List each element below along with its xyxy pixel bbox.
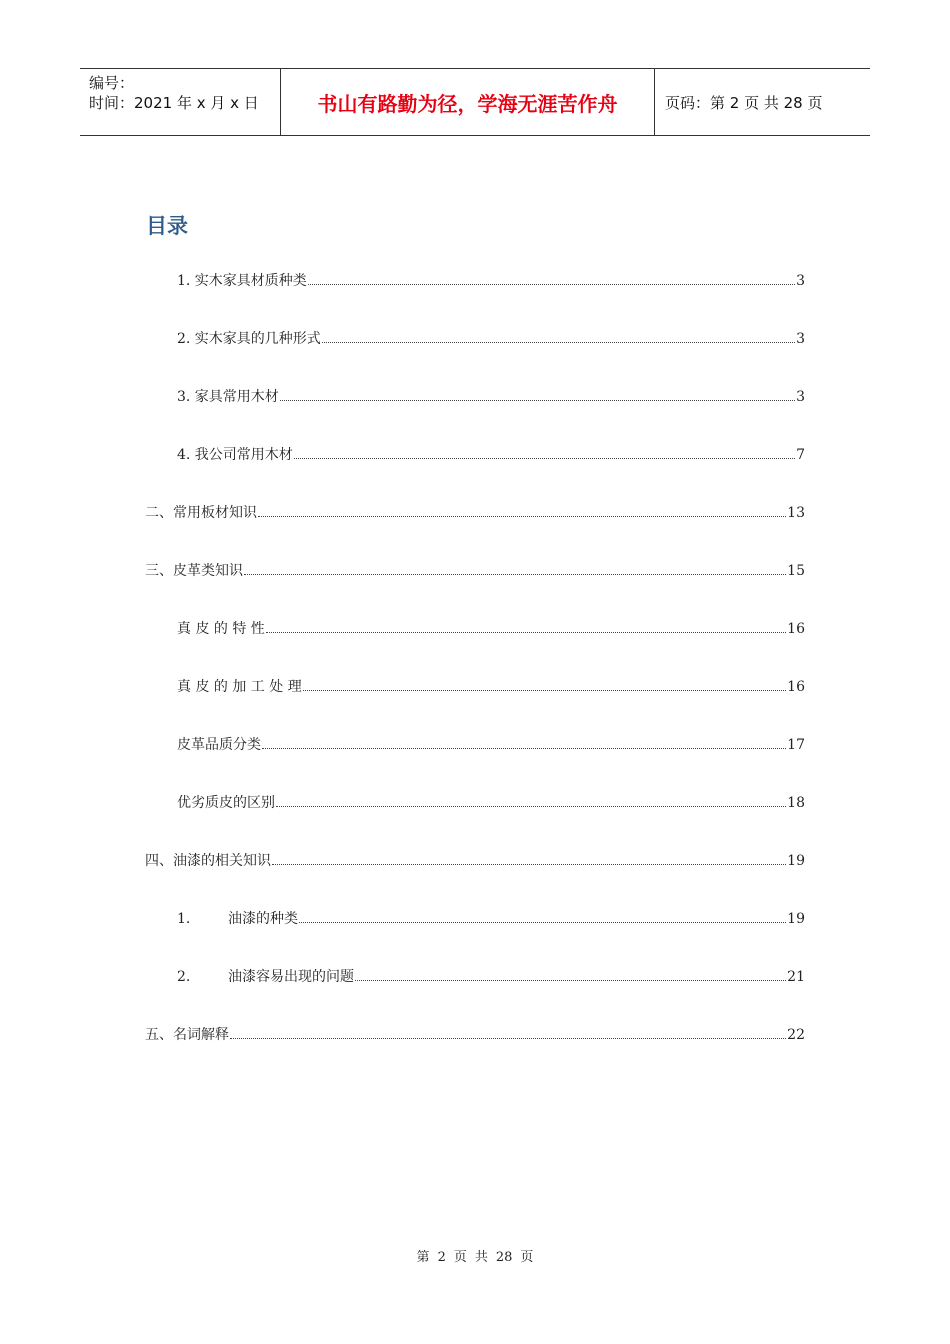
footer-current-page: 2 [437, 1250, 446, 1265]
toc-entry[interactable] [177, 792, 805, 812]
toc-leader-dots [244, 573, 786, 575]
toc-entry-page: 21 [787, 969, 805, 985]
footer-total-pages: 28 [495, 1250, 513, 1265]
footer-suffix: 页 [520, 1250, 534, 1265]
toc-leader-dots [276, 805, 786, 807]
toc-leader-dots [303, 689, 786, 691]
toc-entry-number: 1. [177, 911, 191, 927]
toc-entry-label: 油漆容易出现的问题 [228, 969, 354, 985]
header-page-info: 页码：第 2 页 共 28 页 [665, 93, 823, 112]
toc-entry-label: 真 皮 的 特 性 [177, 621, 265, 637]
toc-entry[interactable] [145, 502, 805, 522]
toc-entry-page: 19 [787, 911, 805, 927]
header-motto: 书山有路勤为径，学海无涯苦作舟 [281, 69, 655, 135]
toc-entry[interactable] [177, 618, 805, 638]
toc-entry[interactable] [145, 560, 805, 580]
toc-entry-label: 优劣质皮的区别 [177, 795, 275, 811]
toc-entry[interactable] [145, 1024, 805, 1044]
toc-entry[interactable] [177, 908, 805, 928]
toc-entry[interactable] [145, 850, 805, 870]
toc-entry-number: 2. [177, 969, 191, 985]
toc-entry-label: 五、名词解释 [145, 1027, 229, 1043]
footer-total-prefix: 共 [474, 1250, 488, 1265]
toc-leader-dots [266, 631, 786, 633]
toc-entry-page: 13 [787, 505, 805, 521]
toc-leader-dots [322, 341, 795, 343]
toc-entry[interactable] [177, 676, 805, 696]
document-number-label: 编号： [89, 74, 135, 92]
toc-entry-page: 16 [787, 621, 805, 637]
toc-entry-label: 2. 实木家具的几种形式 [177, 331, 321, 347]
toc-leader-dots [299, 921, 786, 923]
toc-entry-page: 7 [796, 447, 805, 463]
toc-leader-dots [280, 399, 795, 401]
toc-entry-label: 真 皮 的 加 工 处 理 [177, 679, 302, 695]
toc-title: 目录 [146, 214, 188, 238]
toc-entry-page: 19 [787, 853, 805, 869]
document-time-label: 时间：2021 年 x 月 x 日 [89, 94, 259, 112]
toc-entry-label: 3. 家具常用木材 [177, 389, 279, 405]
toc-entry-label: 三、皮革类知识 [145, 563, 243, 579]
toc-entry-page: 3 [796, 331, 805, 347]
toc-leader-dots [294, 457, 795, 459]
toc-entry-label: 1. 实木家具材质种类 [177, 273, 307, 289]
toc-entry-page: 3 [796, 389, 805, 405]
toc-entry[interactable] [177, 444, 805, 464]
toc-entry-label: 油漆的种类 [228, 911, 298, 927]
toc-entry-page: 16 [787, 679, 805, 695]
toc-entry-page: 3 [796, 273, 805, 289]
toc-leader-dots [258, 515, 786, 517]
toc-entry[interactable] [177, 328, 805, 348]
toc-leader-dots [355, 979, 786, 981]
page-footer [0, 1246, 950, 1265]
footer-page-char: 页 [453, 1250, 467, 1265]
toc-entry[interactable] [177, 386, 805, 406]
toc-entry-label: 4. 我公司常用木材 [177, 447, 293, 463]
toc-entry-label: 四、油漆的相关知识 [145, 853, 271, 869]
toc-entry-page: 18 [787, 795, 805, 811]
page-header [80, 68, 870, 136]
toc-entry[interactable] [177, 966, 805, 986]
toc-leader-dots [230, 1037, 786, 1039]
toc-entry[interactable] [177, 270, 805, 290]
toc-entry-page: 17 [787, 737, 805, 753]
toc-entry-label: 二、常用板材知识 [145, 505, 257, 521]
toc-leader-dots [308, 283, 795, 285]
toc-leader-dots [262, 747, 786, 749]
toc-entry-page: 22 [787, 1027, 805, 1043]
toc-entry-page: 15 [787, 563, 805, 579]
header-meta [80, 69, 281, 135]
toc-entry-label: 皮革品质分类 [177, 737, 261, 753]
toc-entry[interactable] [177, 734, 805, 754]
toc-leader-dots [272, 863, 786, 865]
footer-prefix: 第 [416, 1250, 430, 1265]
